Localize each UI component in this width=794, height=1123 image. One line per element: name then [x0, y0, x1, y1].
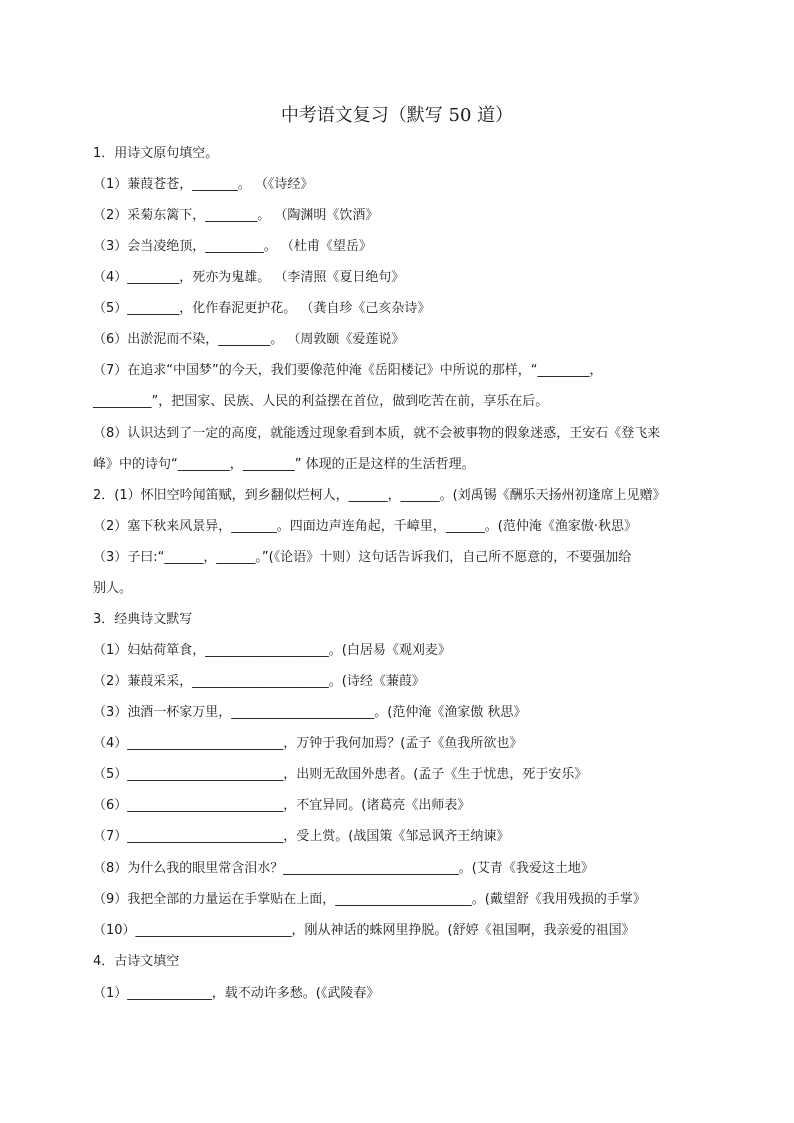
question-4-heading: 4．古诗文填空	[93, 954, 180, 969]
question-1-heading: 1．用诗文原句填空。	[93, 146, 219, 161]
question-line: （1）妇姑荷箪食，___________________。(白居易《观刈麦》	[93, 643, 451, 658]
question-line: （6）出淤泥而不染，________。 （周敦颐《爱莲说》	[93, 332, 405, 347]
question-line: （5）________________________，出则无敌国外患者。(孟子《生于忧患，死于安乐》	[93, 767, 588, 782]
question-line: （9）我把全部的力量运在手掌贴在上面，_____________________。(戴望舒《我用残损的手掌》	[93, 892, 646, 907]
question-line: 别人。	[93, 581, 133, 596]
question-line: （4）________，死亦为鬼雄。 （李清照《夏日绝句》	[93, 270, 405, 285]
question-line: （6）________________________，不宜异同。(诸葛亮《出师表》	[93, 798, 471, 813]
question-line: （3）子曰:“______，______。”(《论语》十则）这句话告诉我们，自己所不愿意的，不要强加给	[93, 550, 632, 565]
question-line: （1）蒹葭苍苍，_______。 （《诗经》	[93, 177, 314, 192]
page-title: 中考语文复习（默写 50 道）	[280, 105, 514, 126]
question-line: （2）蒹葭采采，_____________________。(诗经《蒹葭》	[93, 674, 425, 689]
question-line: （3）浊酒一杯家万里，______________________。(范仲淹《渔家傲 秋思》	[93, 705, 527, 720]
question-line: （7）在追求“中国梦”的今天，我们要像范仲淹《岳阳楼记》中所说的那样，“________，	[93, 363, 603, 378]
question-line: （5）________，化作春泥更护花。 （龚自珍《己亥杂诗》	[93, 301, 431, 316]
question-line: （2）塞下秋来风景异，_______。四面边声连角起，千嶂里，______。(范仲淹《渔家傲·秋思》	[93, 519, 637, 534]
question-line: （2）采菊东篱下，________。 （陶渊明《饮酒》	[93, 208, 379, 223]
question-line: （10）________________________，刚从神话的蛛网里挣脱。(舒婷《祖国啊，我亲爱的祖国》	[93, 923, 635, 938]
question-line: （7）________________________，受上赏。(战国策《邹忌讽齐王纳谏》	[93, 829, 510, 844]
question-line: （3）会当凌绝顶，_________。 （杜甫《望岳》	[93, 239, 372, 254]
question-2-line: 2．(1）怀旧空吟闻笛赋，到乡翻似烂柯人，______，______。(刘禹锡《酬乐天扬州初逢席上见赠》	[93, 488, 666, 503]
question-line: （4）________________________，万钟于我何加焉？(孟子《鱼我所欲也》	[93, 736, 523, 751]
question-line: （8）认识达到了一定的高度，就能透过现象看到本质，就不会被事物的假象迷惑，王安石《登飞来	[93, 426, 661, 441]
question-line: （8）为什么我的眼里常含泪水？___________________________。(艾青《我爱这土地》	[93, 861, 594, 876]
question-3-heading: 3．经典诗文默写	[93, 612, 193, 627]
question-line: _________”，把国家、民族、人民的利益摆在首位，做到吃苦在前，享乐在后。	[93, 394, 549, 409]
question-line: 峰》中的诗句“________，________” 体现的正是这样的生活哲理。	[93, 457, 475, 472]
question-line: （1）_____________，载不动许多愁。(《武陵春》	[93, 986, 380, 1001]
